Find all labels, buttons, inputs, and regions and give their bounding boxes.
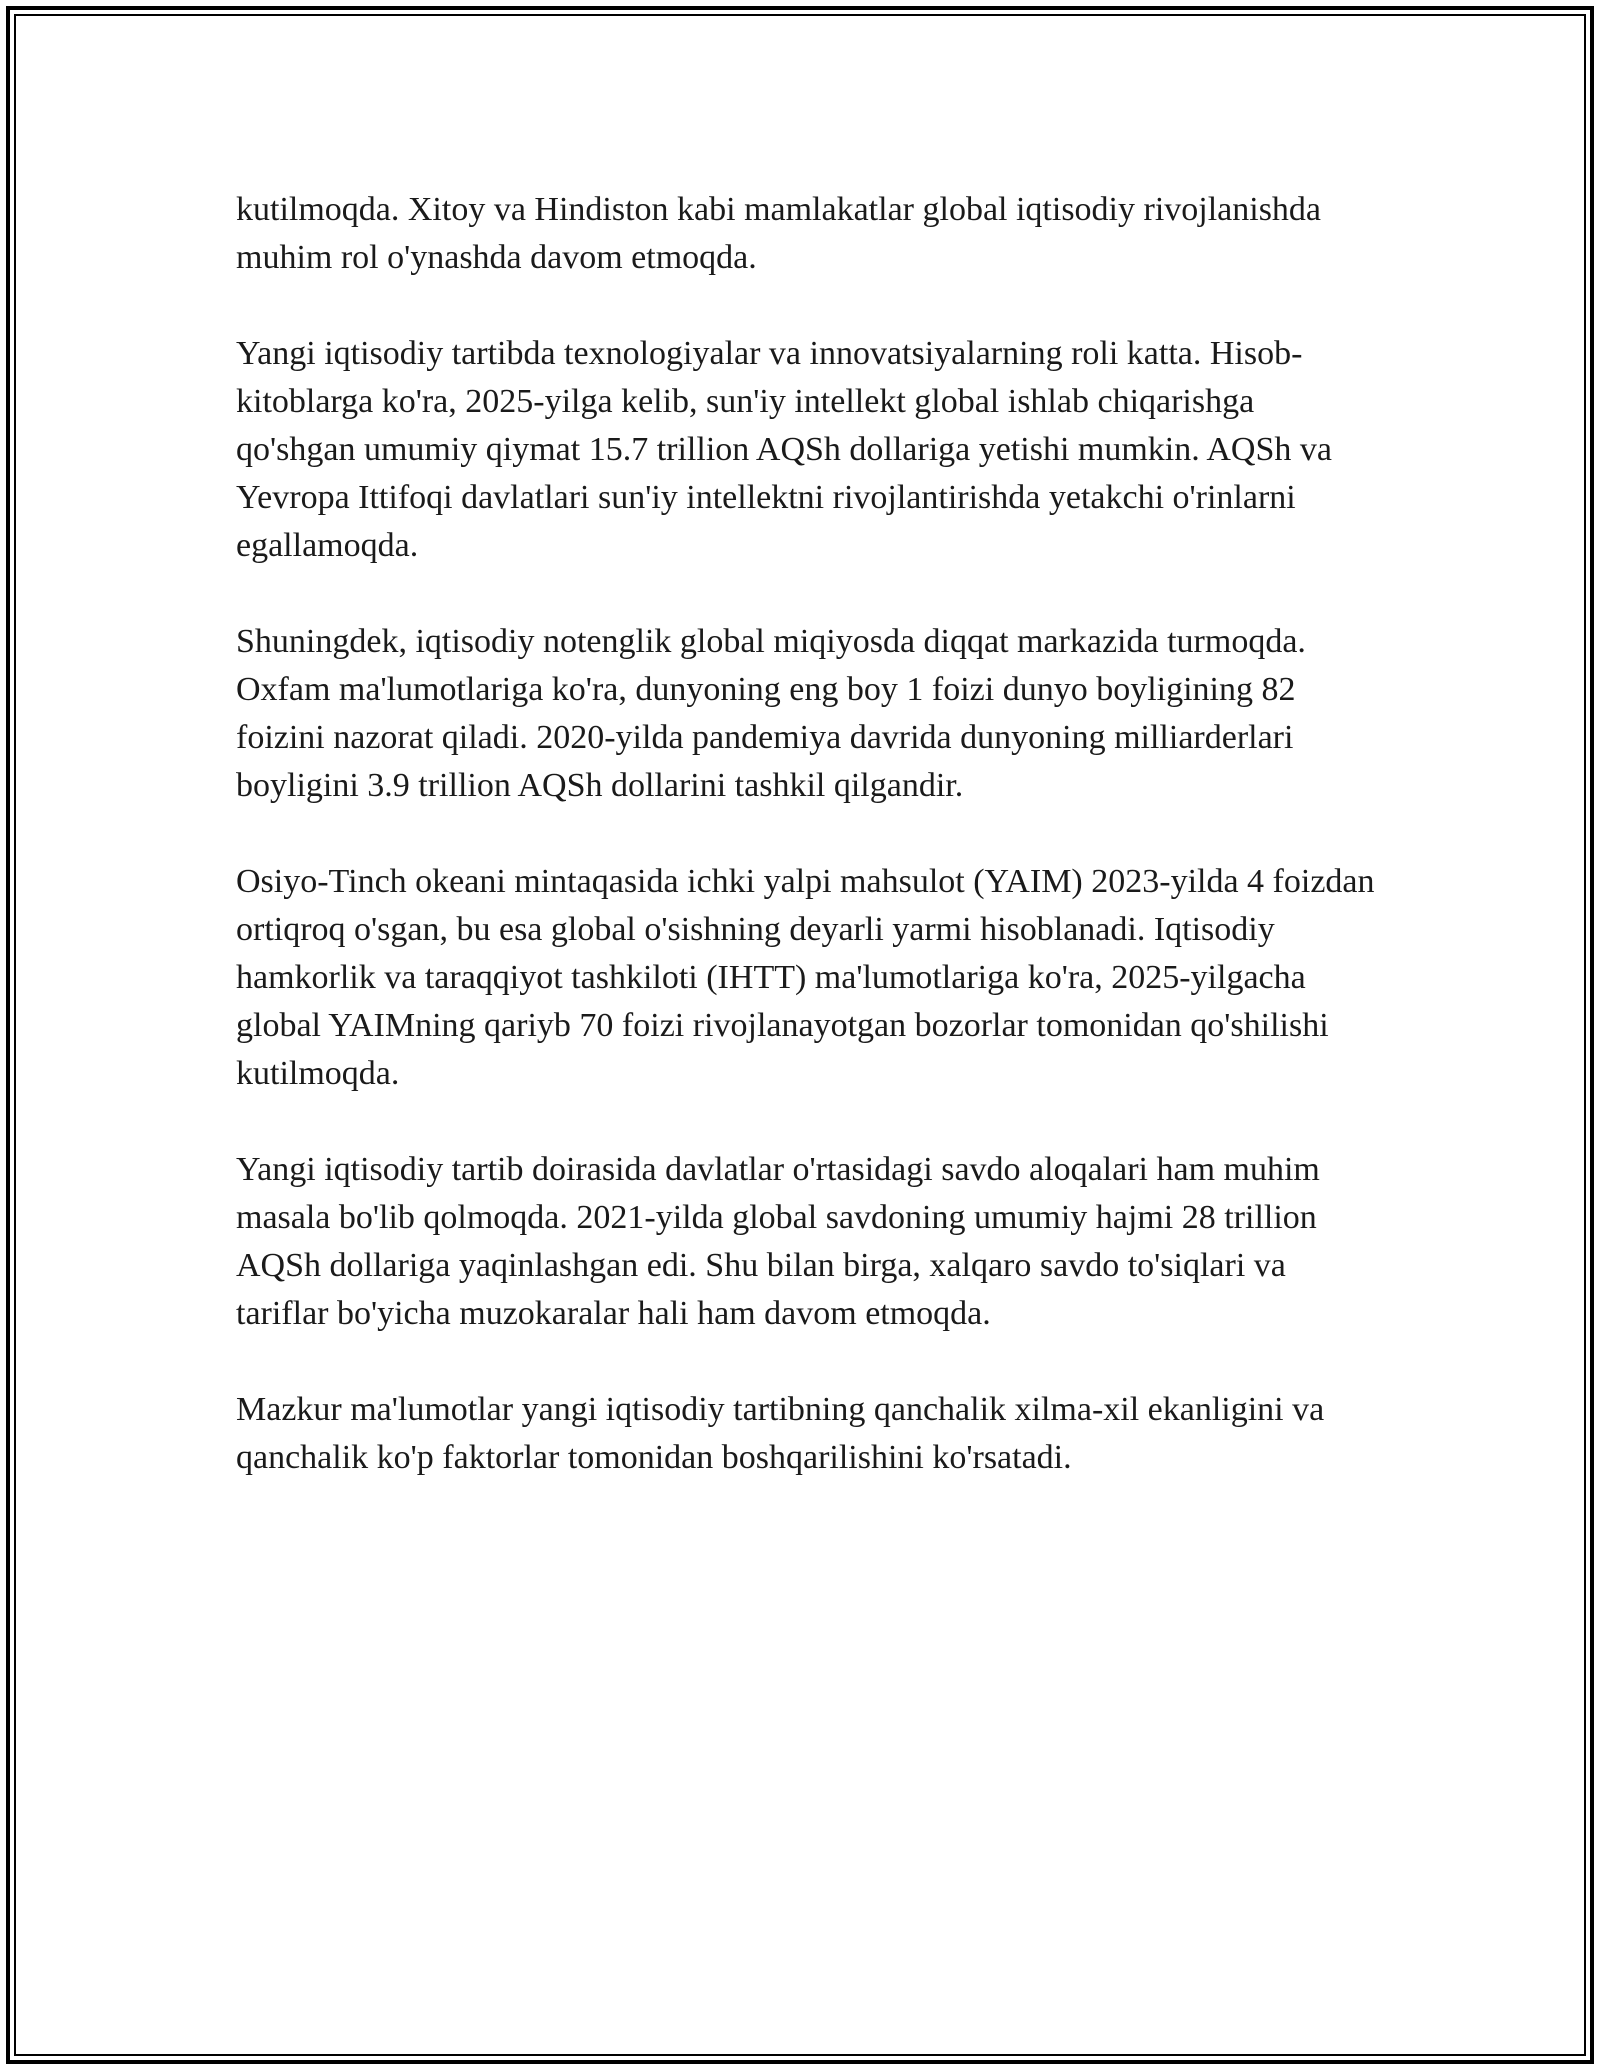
paragraph: Shuningdek, iqtisodiy notenglik global miqiyosda diqqat markazida turmoqda. Oxfam ma'lumotlariga ko'ra, dunyoning eng boy 1 foizi dunyo boyligining 82 foizini nazorat qiladi. 2020-yilda pandemiya davrida dunyoning milliarderlari boyligini 3.9 trillion AQSh dollarini tashkil qilgandir. [236, 623, 1306, 804]
paragraph: Osiyo-Tinch okeani mintaqasida ichki yalpi mahsulot (YAIM) 2023-yilda 4 foizdan ortiqroq o'sgan, bu esa global o'sishning deyarli yarmi hisoblanadi. Iqtisodiy hamkorlik va taraqqiyot tashkiloti (IHTT) ma'lumotlariga ko'ra, 2025-yilgacha global YAIMning qariyb 70 foizi rivojlanayotgan bozorlar tomonidan qo'shilishi kutilmoqda. [236, 863, 1375, 1092]
paragraph: Yangi iqtisodiy tartibda texnologiyalar va innovatsiyalarning roli katta. Hisob-kitoblarga ko'ra, 2025-yilga kelib, sun'iy intellekt global ishlab chiqarishga qo'shgan umumiy qiymat 15.7 trillion AQSh dollariga yetishi mumkin. AQSh va Yevropa Ittifoqi davlatlari sun'iy intellektni rivojlantirishda yetakchi o'rinlarni egallamoqda. [236, 335, 1332, 564]
paragraph: Mazkur ma'lumotlar yangi iqtisodiy tartibning qanchalik xilma-xil ekanligini va qanchalik ko'p faktorlar tomonidan boshqarilishini ko'rsatadi. [236, 1391, 1325, 1476]
paragraph: kutilmoqda. Xitoy va Hindiston kabi mamlakatlar global iqtisodiy rivojlanishda muhim rol o'ynashda davom etmoqda. [236, 191, 1322, 276]
document-body [236, 186, 1376, 1530]
paragraph: Yangi iqtisodiy tartib doirasida davlatlar o'rtasidagi savdo aloqalari ham muhim masala bo'lib qolmoqda. 2021-yilda global savdoning umumiy hajmi 28 trillion AQSh dollariga yaqinlashgan edi. Shu bilan birga, xalqaro savdo to'siqlari va tariflar bo'yicha muzokaralar hali ham davom etmoqda. [236, 1151, 1320, 1332]
